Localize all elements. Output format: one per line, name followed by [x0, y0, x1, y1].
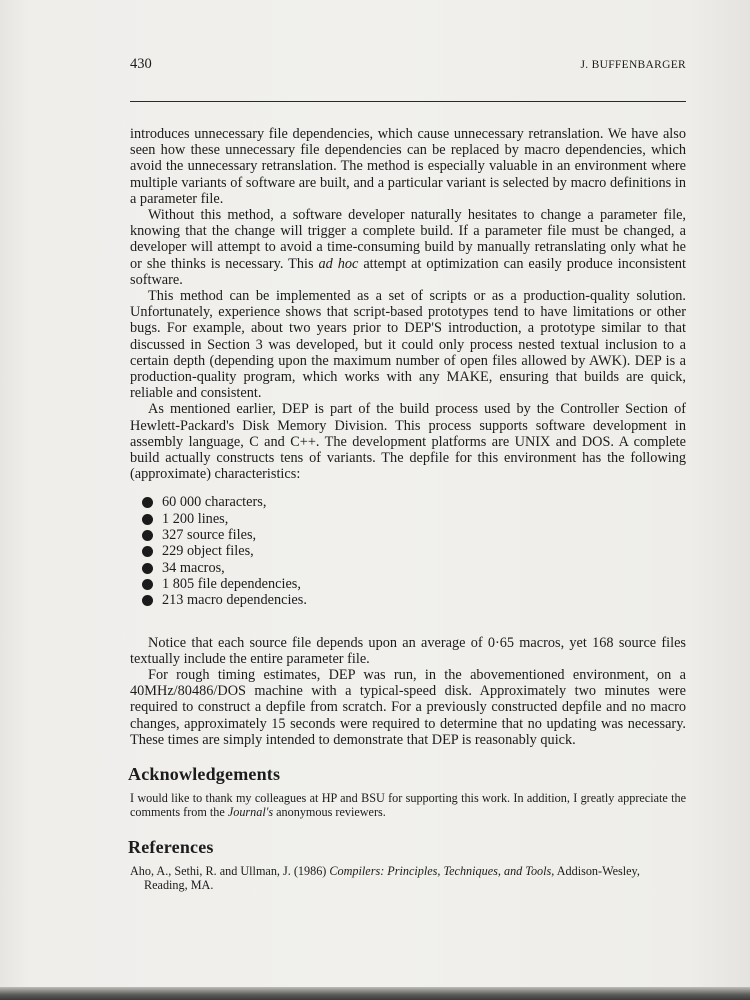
acknowledgements-text-a: I would like to thank my colleagues at HP and BSU for supporting this work. In addition, I greatly appreciate the comments from the [130, 790, 686, 819]
paragraph-2 [130, 207, 686, 288]
list-item [142, 560, 686, 576]
page-bottom-edge [0, 987, 750, 1000]
bullet-icon [142, 595, 153, 606]
reference-publisher: , Addison-Wesley, Reading, MA. [144, 863, 640, 892]
list-item [142, 592, 686, 608]
acknowledgements-text-b: anonymous reviewers. [273, 804, 386, 819]
main-text [130, 126, 686, 892]
paragraph-1: introduces unnecessary file dependencies, which cause unnecessary retranslation. We have also seen how these unnecessary file dependencies can be replaced by macro dependencies, which avoid the unnecessary retranslation. The method is especially valuable in an environment where multiple variants of software are built, and a particular variant is selected by macro definitions in a parameter file. [130, 126, 686, 207]
paragraph-2-emphasis: ad hoc [318, 255, 359, 272]
acknowledgements-emphasis: Journal's [227, 804, 274, 819]
list-item-text: 1 805 file dependencies, [162, 575, 301, 592]
reference-item [130, 864, 686, 892]
list-item-text: 327 source files, [162, 527, 257, 544]
list-item [142, 543, 686, 559]
running-head: J. BUFFENBARGER [580, 59, 686, 71]
paragraph-5: Notice that each source file depends upon an average of 0·65 macros, yet 168 source files textually include the entire parameter file. [130, 634, 686, 667]
list-item [142, 527, 686, 543]
reference-authors: Aho, A., Sethi, R. and Ullman, J. (1986) [130, 863, 330, 878]
bullet-icon [142, 497, 153, 508]
paragraph-2-text-a: Without this method, a software developer naturally hesitates to change a parameter file, knowing that the change will trigger a complete build. If a parameter file must be changed, a developer will attempt to avoid a time-consuming build by manually retranslating only what he or she thinks is necessary. This [130, 207, 686, 272]
bullet-icon [142, 546, 153, 557]
header-rule [130, 101, 686, 102]
acknowledgements-text [130, 791, 686, 819]
list-item-text: 1 200 lines, [162, 510, 229, 527]
acknowledgements-heading: Acknowledgements [128, 763, 281, 784]
page-number: 430 [130, 56, 152, 72]
list-item [142, 576, 686, 592]
bullet-icon [142, 514, 153, 525]
paragraph-6: For rough timing estimates, DEP was run, in the abovementioned environment, on a 40MHz/80486/DOS machine with a typical-speed disk. Approximately two minutes were required to construct a depfile from scratch. For a previously constructed depfile and no macro changes, approximately 15 seconds were required to determine that no updating was necessary. These times are simply intended to demonstrate that DEP is reasonably quick. [130, 666, 686, 748]
references-heading: References [128, 836, 214, 857]
characteristics-list [142, 494, 686, 608]
list-item-text: 60 000 characters, [162, 494, 267, 511]
list-item-text: 34 macros, [162, 559, 225, 576]
paragraph-2-text-b: attempt at optimization can easily produce inconsistent software. [130, 255, 686, 288]
list-item [142, 494, 686, 510]
list-item [142, 511, 686, 527]
list-item-text: 229 object files, [162, 543, 254, 560]
bullet-icon [142, 563, 153, 574]
paragraph-3: This method can be implemented as a set of scripts or as a production-quality solution. Unfortunately, experience shows that script-based prototypes tend to have limitations or other bugs. For example, about two years prior to DEP'S introduction, a prototype similar to that discussed in Section 3 was developed, but it could only process nested textual inclusion to a certain depth (depending upon the maximum number of open files allowed by AWK). DEP is a production-quality program, which works with any MAKE, ensuring that builds are quick, reliable and consistent. [130, 288, 686, 402]
bullet-icon [142, 579, 153, 590]
paragraph-4: As mentioned earlier, DEP is part of the build process used by the Controller Section of Hewlett-Packard's Disk Memory Division. This process supports software development in assembly language, C and C++. The development platforms are UNIX and DOS. A complete build actually constructs tens of variants. The depfile for this environment has the following (approximate) characteristics: [130, 401, 686, 483]
spacer [130, 623, 686, 635]
bullet-icon [142, 530, 153, 541]
page-header [130, 56, 686, 76]
reference-title: Compilers: Principles, Techniques, and Tools [329, 863, 552, 878]
list-item-text: 213 macro dependencies. [162, 592, 307, 609]
